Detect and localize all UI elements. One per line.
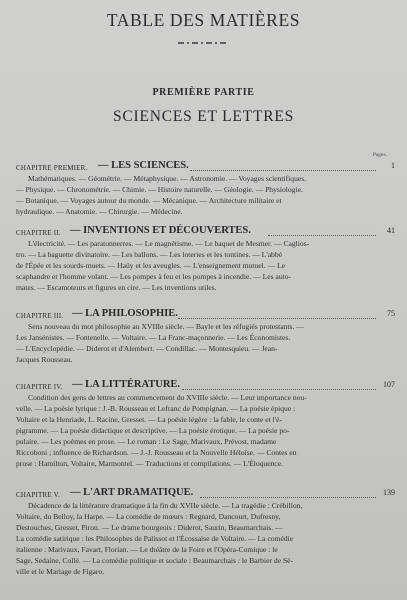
summary-line: Voltaire et la Henriade, L. Racine, Gresset. — La poésie légère : la fable, le conte et l'é- bbox=[16, 415, 283, 424]
chapter-2 bbox=[0, 225, 407, 292]
summary-line: Les Jansénistes. — Fontenelle. — Voltaire. — La Franc-maçonnerie. — Les Économistes. bbox=[16, 333, 291, 342]
summary-line: Condition des gens de lettres au commencement du XVIIIe siècle. — Leur importance nou- bbox=[28, 393, 307, 402]
page-title: TABLE DES MATIÈRES bbox=[106, 10, 301, 30]
title-ornament-rule bbox=[178, 41, 228, 45]
chapter-5 bbox=[0, 487, 407, 576]
dot-leader bbox=[182, 389, 376, 390]
chapter-page-number: 139 bbox=[383, 488, 395, 497]
dot-leader bbox=[268, 235, 376, 236]
summary-line: mates. — Escamoteurs et figures en cire. — Les inventions utiles. bbox=[16, 283, 217, 292]
chapter-title: — LES SCIENCES. bbox=[98, 160, 189, 171]
chapter-number: CHAPITRE V. bbox=[16, 491, 60, 499]
summary-line: Destouches, Gresset, Piron. — Le drame bourgeois : Diderot, Saurin, Beaumarchais. — bbox=[16, 523, 283, 532]
summary-line: pulaire. — Les poèmes en prose. — Le roman : Le Sage, Marivaux, Prévost, madame bbox=[16, 437, 277, 446]
summary-line: pigramme. — La poésie didactique et descriptive. — La poésie érotique. — La poésie po- bbox=[16, 426, 290, 435]
chapter-page-number: 41 bbox=[387, 226, 395, 235]
summary-line: — Physique. — Chronométrie. — Chimie. — Histoire naturelle. — Géologie. — Physiologie. bbox=[16, 185, 303, 194]
summary-line: — L'Encyclopédie. — Diderot et d'Alembert. — Condillac. — Montesquieu. — Jean- bbox=[16, 344, 278, 353]
page-column-label: Pages. bbox=[372, 152, 387, 158]
chapter-number: CHAPITRE PREMIER. bbox=[16, 164, 88, 172]
summary-line: Riccoboni ; influence de Richardson. — J.-J. Rousseau et la Nouvelle Héloïse. — Contes en bbox=[16, 448, 297, 457]
dot-leader bbox=[178, 318, 376, 319]
chapter-page-number: 107 bbox=[383, 380, 395, 389]
chapter-heading bbox=[0, 487, 407, 500]
chapter-heading bbox=[0, 308, 407, 321]
chapter-title: — L'ART DRAMATIQUE. bbox=[70, 487, 194, 498]
chapter-number: CHAPITRE IV. bbox=[16, 383, 63, 391]
chapter-title: — LA LITTÉRATURE. bbox=[72, 379, 181, 390]
chapter-title: — INVENTIONS ET DÉCOUVERTES. bbox=[70, 225, 251, 236]
chapter-page-number: 75 bbox=[387, 309, 395, 318]
summary-line: Sens nouveau du mot philosophie au XVIIIe siècle. — Bayle et les réfugiés protestants. — bbox=[28, 322, 304, 331]
chapter-3 bbox=[0, 308, 407, 364]
summary-line: de l'Épée et les sourds-muets. — Haüy et les aveugles. — L'enseignement mutuel. — Le bbox=[16, 261, 286, 270]
chapter-title: — LA PHILOSOPHIE. bbox=[72, 308, 178, 319]
summary-line: velle. — La poésie lyrique : J.-B. Rousseau et Lefranc de Pompignan. — La poésie épique : bbox=[16, 404, 296, 413]
chapter-1 bbox=[0, 160, 407, 216]
chapter-page-number: 1 bbox=[391, 161, 395, 170]
summary-line: Voltaire, du Belloy, la Harpe. — La comédie de mœurs : Regnard, Dancourt, Dufresny, bbox=[16, 512, 281, 521]
part-subtitle: SCIENCES ET LETTRES bbox=[112, 108, 295, 125]
summary-line: prose : Hamilton, Voltaire, Marmontel. — Traductions et compilations. — L'Éloquence. bbox=[16, 459, 284, 468]
chapter-heading bbox=[0, 225, 407, 238]
summary-line: hydraulique. — Anatomie. — Chirurgie. — Médecine. bbox=[16, 207, 183, 216]
summary-line: Jacques Rousseau. bbox=[16, 355, 73, 364]
summary-line: L'électricité. — Les paratonnerres. — Le magnétisme. — Le baquet de Mesmer. — Caglios- bbox=[28, 239, 310, 248]
summary-line: tro. — La baguette divinatoire. — Les ballons. — Les loteries et les tontines. — L'abbé bbox=[16, 250, 283, 259]
summary-line: La comédie satirique : les Philosophes de Palissot et l'Écossaise de Voltaire. — La comédie bbox=[16, 534, 294, 543]
summary-line: Mathématiques. — Géométrie. — Métaphysique. — Astronomie. — Voyages scientifiques. bbox=[28, 174, 307, 183]
summary-line: Sage, Sedaine, Collé. — La comédie politique et sociale : Beaumarchais : le Barbier de Sé- bbox=[16, 556, 294, 565]
chapter-number: CHAPITRE II. bbox=[16, 229, 61, 237]
chapter-4 bbox=[0, 379, 407, 468]
summary-line: ville et le Mariage de Figaro. bbox=[16, 567, 105, 576]
chapter-heading bbox=[0, 160, 407, 173]
summary-line: Décadence de la littérature dramatique à la fin du XVIIe siècle. — La tragédie : Crébillon, bbox=[28, 501, 303, 510]
dot-leader bbox=[190, 170, 376, 171]
summary-line: italienne : Marivaux, Favart, Florian. — Le théâtre de la Foire et l'Opéra-Comique : le bbox=[16, 545, 278, 554]
summary-line: scaphandre et l'homme volant. — Les pompes à feu et les pompes à incendie. — Les auto- bbox=[16, 272, 292, 281]
chapter-number: CHAPITRE III. bbox=[16, 312, 64, 320]
part-heading: PREMIÈRE PARTIE bbox=[152, 87, 255, 98]
chapter-heading bbox=[0, 379, 407, 392]
dot-leader bbox=[200, 497, 376, 498]
summary-line: — Botanique. — Voyages autour du monde. — Mécanique. — Architecture militaire et bbox=[16, 196, 282, 205]
